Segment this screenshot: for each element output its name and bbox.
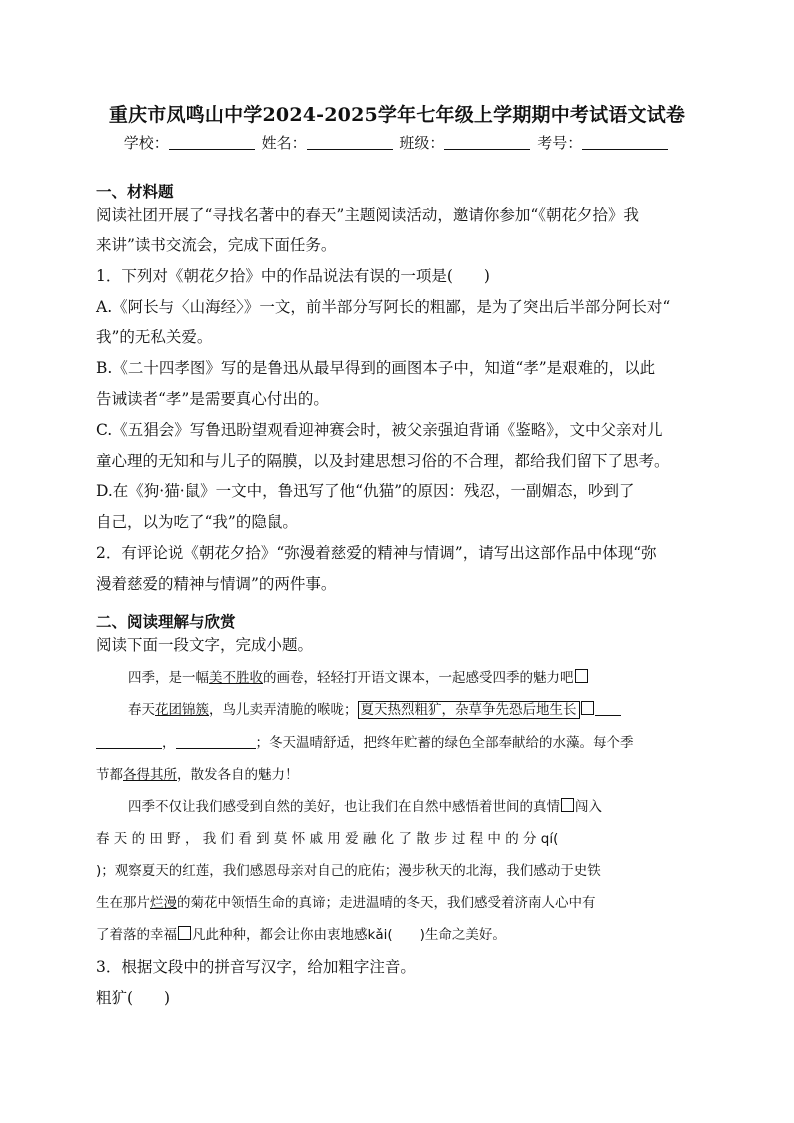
answer-blank[interactable] [176,736,256,749]
section1-heading: 一、材料题 [96,182,174,201]
question-2-line2: 漫着慈爱的精神与情调”的两件事。 [96,575,337,593]
question-2-line1: 2．有评论说《朝花夕拾》“弥漫着慈爱的精神与情调”，请写出这部作品中体现“弥 [96,544,657,562]
section1-intro-line1: 阅读社团开展了“寻找名著中的春天”主题阅读活动，邀请你参加“《朝花夕拾》我 [96,206,640,224]
p3-text-4a: 生在那片 [96,895,150,911]
school-label: 学校： [123,134,169,152]
passage-p3-line4 [96,893,698,913]
class-label: 班级： [399,134,445,152]
p3-text-1: 四季不仅让我们感受到自然的美好，也让我们在自然中感悟着世间的真情 [128,799,560,815]
passage-p2-line3 [96,765,698,785]
option-c-line1: C.《五猖会》写鲁迅盼望观看迎神赛会时，被父亲强迫背诵《鉴略》，文中父亲对儿 [96,421,663,439]
p1-text-a: 四季，是一幅 [128,670,209,686]
p1-underlined-idiom: 美不胜收 [209,670,263,686]
number-label: 考号： [537,134,583,152]
section2-intro: 阅读下面一段文字，完成小题。 [96,636,314,654]
p2-text-f: ，散发各自的魅力！ [177,767,299,783]
p2-text-d: ；冬天温晴舒适，把终年贮蓄的绿色全部奉献给的水藻。每个季 [255,735,634,751]
option-d-line2: 自己，以为吃了“我”的隐鼠。 [96,513,298,531]
missing-punctuation-box [561,798,574,812]
option-b-line2: 告诫读者“孝”是需要真心付出的。 [96,390,329,408]
option-d-line1: D.在《狗·猫·鼠》一文中，鲁迅写了他“仇猫”的原因：残忍，一副媚态，吵到了 [96,482,635,500]
passage-p3-line2: 春 天 的 田 野 ， 我 们 看 到 莫 怀 戚 用 爱 融 化 了 散 步 过 程 中 的 分 qí( [96,831,559,847]
section1-intro-line2: 来讲”读书交流会，完成下面任务。 [96,236,337,254]
question-3-item: 粗犷( ) [96,989,171,1007]
p2-text-e: 节都 [96,767,123,783]
passage-p3-line1 [128,797,698,817]
p2-text-a: 春天 [128,702,155,718]
answer-blank[interactable] [595,703,621,716]
p2-underlined-idiom-1: 花团锦簇 [155,702,209,718]
question-3: 3．根据文段中的拼音写汉字，给加粗字注音。 [96,958,416,976]
answer-blank[interactable] [96,736,162,749]
name-blank[interactable] [307,135,393,150]
p2-underlined-idiom-2: 各得其所 [123,767,177,783]
missing-punctuation-box [178,926,191,940]
page-title: 重庆市凤鸣山中学2024-2025学年七年级上学期期中考试语文试卷 [108,104,686,126]
question-1: 1．下列对《朝花夕拾》中的作品说法有误的一项是( ) [96,267,490,285]
passage-p3-line5 [96,925,698,945]
number-blank[interactable] [582,135,668,150]
school-blank[interactable] [169,135,255,150]
student-info-row [0,132,794,153]
passage-p1 [128,668,698,688]
option-c-line2: 童心理的无知和与儿子的隔膜，以及封建思想习俗的不合理，都给我们留下了思考。 [96,452,670,470]
p3-text-1-end: 闯入 [575,799,602,815]
p2-text-c: ， [162,735,176,751]
option-b-line1: B.《二十四孝图》写的是鲁迅从最早得到的画图本子中，知道“孝”是艰难的，以此 [96,359,656,377]
missing-punctuation-box [575,669,588,683]
name-label: 姓名： [261,134,307,152]
passage-p2-line2 [96,733,698,753]
section2-heading: 二、阅读理解与欣赏 [96,612,236,631]
p2-boxed-sentence: 夏天热烈粗犷，杂草争先恐后地生长 [358,701,580,719]
option-a-line1: A.《阿长与〈山海经〉》一文，前半部分写阿长的粗鄙，是为了突出后半部分阿长对“ [96,298,671,316]
p3-text-4b: 的菊花中领悟生命的真谛；走进温晴的冬天，我们感受着济南人心中有 [177,895,596,911]
missing-punctuation-box [581,701,594,715]
passage-p2-line1 [128,700,698,720]
p2-text-b: ，鸟儿卖弄清脆的喉咙； [209,702,358,718]
p1-text-b: 的画卷，轻轻打开语文课本，一起感受四季的魅力吧 [263,670,574,686]
p3-underlined-word: 烂漫 [150,895,177,911]
passage-p3-line3: )；观察夏天的红莲，我们感恩母亲对自己的庇佑；漫步秋天的北海，我们感动于史铁 [96,863,601,879]
class-blank[interactable] [444,135,530,150]
p3-text-5b: 凡此种种，都会让你由衷地感kǎi( )生命之美好。 [192,927,506,943]
option-a-line2: 我”的无私关爱。 [96,328,213,346]
p3-text-5a: 了着落的幸福 [96,927,177,943]
